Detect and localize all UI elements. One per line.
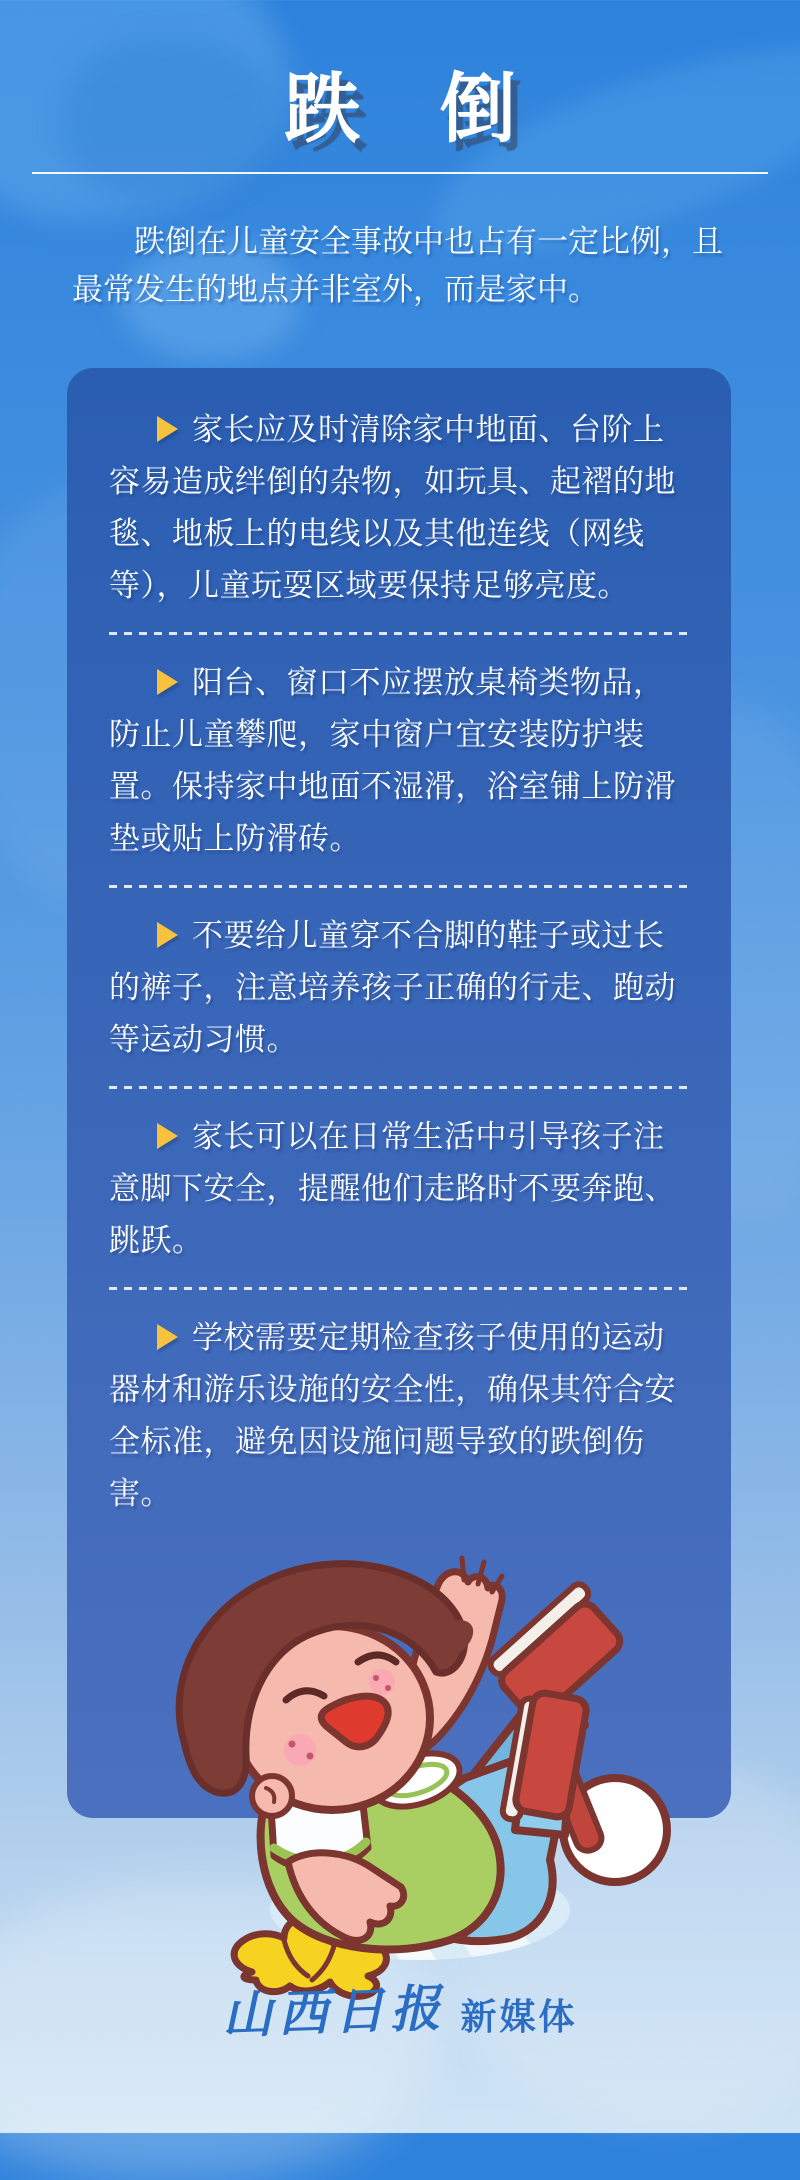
tip-text: 学校需要定期检查孩子使用的运动器材和游乐设施的安全性，确保其符合安全标准，避免因设施问题导致的跌倒伤害。 xyxy=(109,1320,676,1511)
dashed-divider xyxy=(109,1086,693,1089)
brand-logo-script: 山西日报 xyxy=(221,1980,448,2044)
tip-text: 家长应及时清除家中地面、台阶上容易造成绊倒的杂物，如玩具、起褶的地毯、地板上的电线以及其他连线（网线等），儿童玩耍区域要保持足够亮度。 xyxy=(109,412,676,603)
tip-item xyxy=(109,657,693,865)
bullet-triangle-icon xyxy=(157,1123,178,1149)
bullet-triangle-icon xyxy=(157,416,178,442)
falling-child-illustration xyxy=(120,1530,680,2000)
tip-item xyxy=(109,1111,693,1267)
tip-text: 阳台、窗口不应摆放桌椅类物品，防止儿童攀爬，家中窗户宜安装防护装置。保持家中地面不湿滑，浴室铺上防滑垫或贴上防滑砖。 xyxy=(109,665,676,856)
page-title: 跌倒 xyxy=(284,67,596,152)
footer-brand xyxy=(0,1972,800,2044)
tip-text: 不要给儿童穿不合脚的鞋子或过长的裤子，注意培养孩子正确的行走、跑动等运动习惯。 xyxy=(109,918,676,1057)
brand-logo-suffix: 新媒体 xyxy=(460,1996,578,2037)
falling-boy xyxy=(179,1558,667,1950)
dashed-divider xyxy=(109,1287,693,1290)
tip-text: 家长可以在日常生活中引导孩子注意脚下安全，提醒他们走路时不要奔跑、跳跃。 xyxy=(109,1119,676,1258)
tip-item xyxy=(109,910,693,1066)
title-underline xyxy=(32,172,768,174)
dashed-divider xyxy=(109,632,693,635)
tip-item xyxy=(109,404,693,612)
intro-paragraph: 跌倒在儿童安全事故中也占有一定比例，且最常发生的地点并非室外，而是家中。 xyxy=(72,224,723,307)
bullet-triangle-icon xyxy=(157,922,178,948)
bullet-triangle-icon xyxy=(157,669,178,695)
bullet-triangle-icon xyxy=(157,1324,178,1350)
tip-item xyxy=(109,1312,693,1520)
dashed-divider xyxy=(109,885,693,888)
